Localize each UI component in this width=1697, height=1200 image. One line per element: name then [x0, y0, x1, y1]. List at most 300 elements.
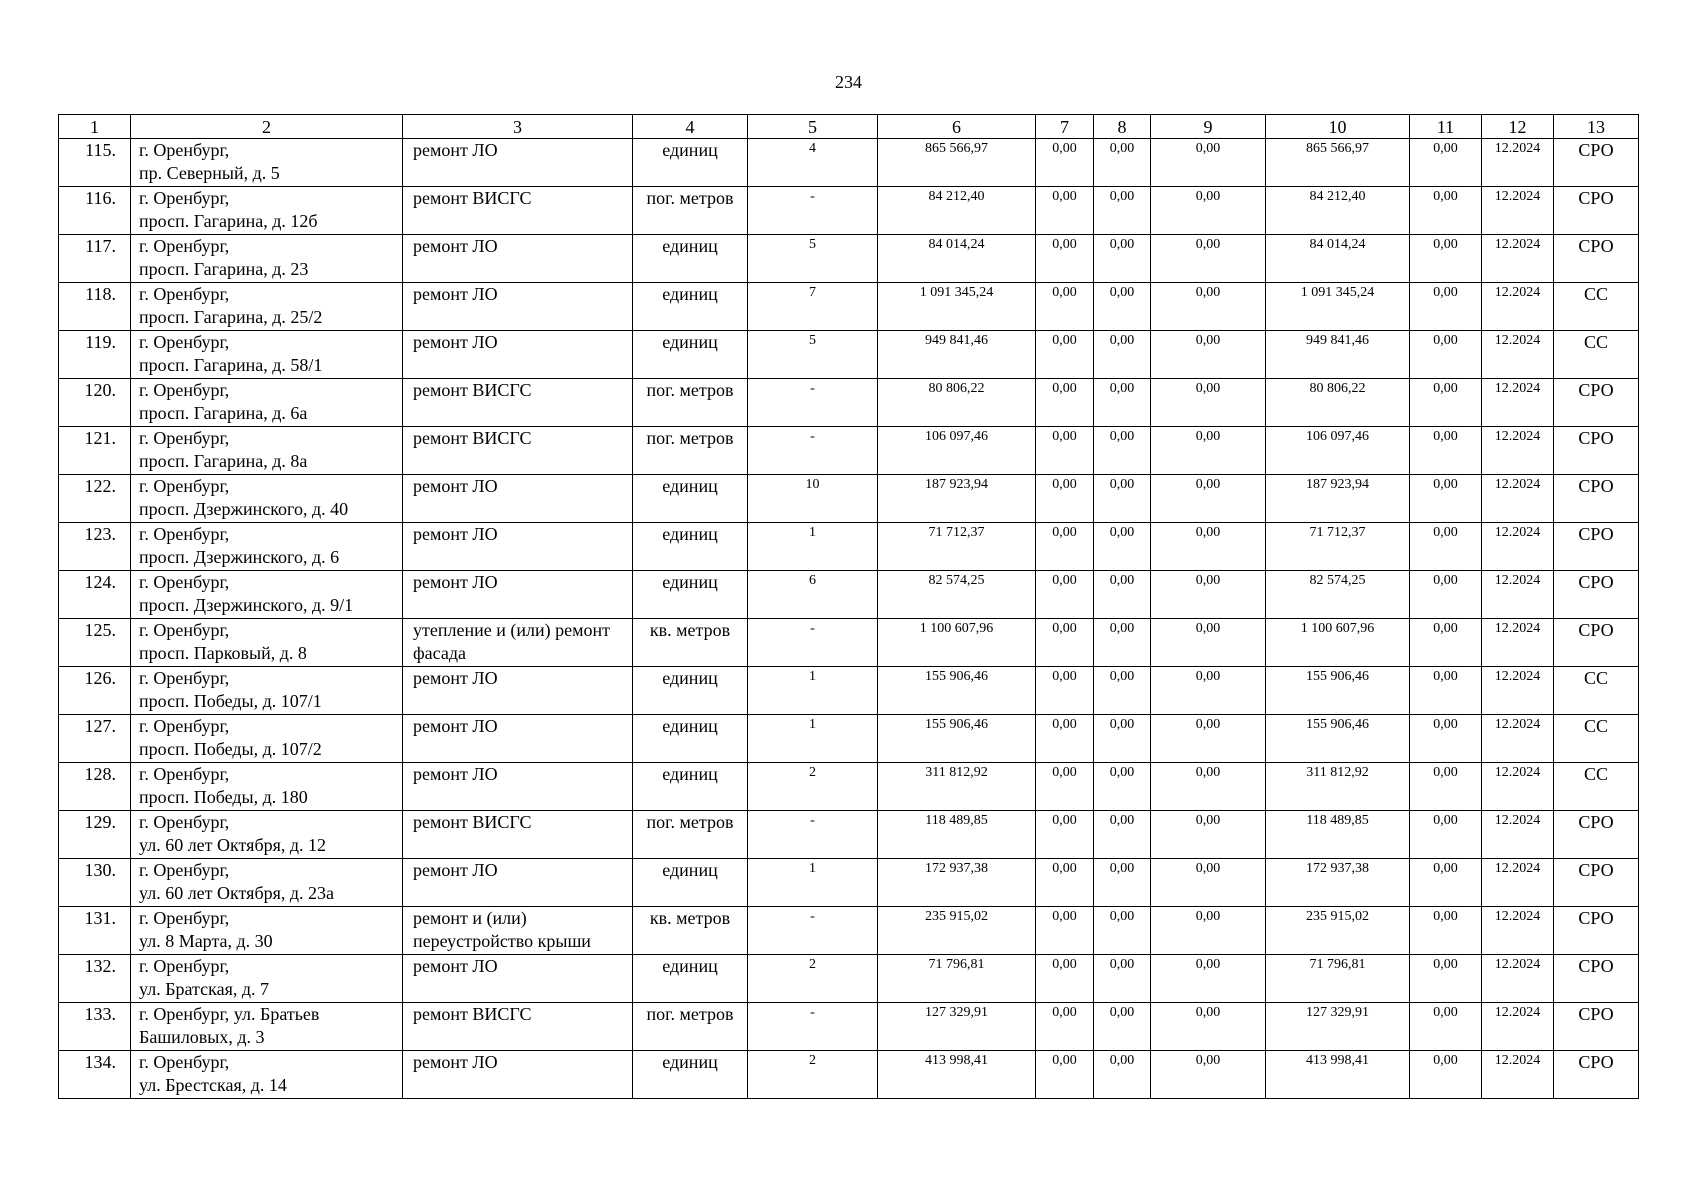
unit-cell: пог. метров	[633, 427, 748, 475]
address-line-2: ул. Братская, д. 7	[139, 979, 270, 999]
deadline-cell: 12.2024	[1482, 331, 1554, 379]
table-row	[59, 619, 1639, 667]
work-type-cell: ремонт ЛО	[403, 1051, 633, 1099]
deadline-cell: 12.2024	[1482, 427, 1554, 475]
funding-method-cell: СРО	[1554, 1003, 1639, 1051]
funding-method-cell: СРО	[1554, 379, 1639, 427]
table-row	[59, 235, 1639, 283]
cost-col7-cell: 0,00	[1036, 235, 1094, 283]
deadline-cell: 12.2024	[1482, 475, 1554, 523]
cost-col8-cell: 0,00	[1094, 955, 1151, 1003]
cost-col8-cell: 0,00	[1094, 907, 1151, 955]
address-line-2: просп. Победы, д. 180	[139, 787, 308, 807]
row-number: 115.	[59, 139, 131, 187]
cost-col10-cell: 71 796,81	[1266, 955, 1410, 1003]
column-header-10: 10	[1266, 115, 1410, 139]
row-number: 118.	[59, 283, 131, 331]
funding-method-cell: СС	[1554, 715, 1639, 763]
quantity-cell: 1	[748, 667, 878, 715]
cost-col7-cell: 0,00	[1036, 187, 1094, 235]
quantity-cell: -	[748, 619, 878, 667]
address-line-2: просп. Победы, д. 107/2	[139, 739, 322, 759]
unit-cell: кв. метров	[633, 619, 748, 667]
cost-col11-cell: 0,00	[1410, 139, 1482, 187]
funding-method-cell: СС	[1554, 763, 1639, 811]
work-type-cell: ремонт ВИСГС	[403, 1003, 633, 1051]
row-number: 123.	[59, 523, 131, 571]
cost-col7-cell: 0,00	[1036, 427, 1094, 475]
total-cost-cell: 865 566,97	[878, 139, 1036, 187]
cost-col8-cell: 0,00	[1094, 427, 1151, 475]
quantity-cell: -	[748, 379, 878, 427]
address-cell	[131, 715, 403, 763]
address-line-1: г. Оренбург,	[139, 668, 230, 688]
cost-col9-cell: 0,00	[1151, 571, 1266, 619]
column-header-6: 6	[878, 115, 1036, 139]
repair-schedule-table	[58, 114, 1639, 1099]
cost-col8-cell: 0,00	[1094, 667, 1151, 715]
deadline-cell: 12.2024	[1482, 955, 1554, 1003]
row-number: 132.	[59, 955, 131, 1003]
address-line-1: г. Оренбург,	[139, 620, 230, 640]
funding-method-cell: СС	[1554, 331, 1639, 379]
work-type-cell: ремонт ЛО	[403, 283, 633, 331]
work-type-cell: ремонт ВИСГС	[403, 427, 633, 475]
address-line-2: просп. Победы, д. 107/1	[139, 691, 322, 711]
address-cell	[131, 235, 403, 283]
funding-method-cell: СРО	[1554, 523, 1639, 571]
address-line-1: г. Оренбург,	[139, 860, 230, 880]
address-line-2: просп. Дзержинского, д. 40	[139, 499, 349, 519]
cost-col10-cell: 311 812,92	[1266, 763, 1410, 811]
funding-method-cell: СРО	[1554, 619, 1639, 667]
address-line-2: просп. Дзержинского, д. 6	[139, 547, 340, 567]
cost-col10-cell: 118 489,85	[1266, 811, 1410, 859]
work-type-cell: ремонт ЛО	[403, 955, 633, 1003]
table-row	[59, 667, 1639, 715]
row-number: 122.	[59, 475, 131, 523]
table-row	[59, 331, 1639, 379]
unit-cell: единиц	[633, 523, 748, 571]
cost-col9-cell: 0,00	[1151, 1051, 1266, 1099]
quantity-cell: -	[748, 187, 878, 235]
address-line-1: г. Оренбург,	[139, 956, 230, 976]
table-row	[59, 1051, 1639, 1099]
cost-col7-cell: 0,00	[1036, 571, 1094, 619]
address-line-2: просп. Гагарина, д. 12б	[139, 211, 318, 231]
funding-method-cell: СРО	[1554, 955, 1639, 1003]
cost-col7-cell: 0,00	[1036, 619, 1094, 667]
unit-cell: единиц	[633, 715, 748, 763]
cost-col8-cell: 0,00	[1094, 1003, 1151, 1051]
deadline-cell: 12.2024	[1482, 1051, 1554, 1099]
deadline-cell: 12.2024	[1482, 187, 1554, 235]
quantity-cell: 2	[748, 763, 878, 811]
cost-col11-cell: 0,00	[1410, 475, 1482, 523]
cost-col9-cell: 0,00	[1151, 763, 1266, 811]
unit-cell: единиц	[633, 763, 748, 811]
row-number: 134.	[59, 1051, 131, 1099]
deadline-cell: 12.2024	[1482, 379, 1554, 427]
quantity-cell: -	[748, 427, 878, 475]
column-header-7: 7	[1036, 115, 1094, 139]
total-cost-cell: 80 806,22	[878, 379, 1036, 427]
address-line-2: Башиловых, д. 3	[139, 1027, 265, 1047]
address-line-2: просп. Дзержинского, д. 9/1	[139, 595, 354, 615]
cost-col10-cell: 80 806,22	[1266, 379, 1410, 427]
funding-method-cell: СС	[1554, 283, 1639, 331]
address-cell	[131, 379, 403, 427]
deadline-cell: 12.2024	[1482, 283, 1554, 331]
unit-cell: пог. метров	[633, 379, 748, 427]
work-type-cell: ремонт ЛО	[403, 235, 633, 283]
address-cell	[131, 283, 403, 331]
table-row	[59, 523, 1639, 571]
address-line-1: г. Оренбург,	[139, 764, 230, 784]
quantity-cell: 1	[748, 859, 878, 907]
address-cell	[131, 763, 403, 811]
address-line-2: ул. 60 лет Октября, д. 12	[139, 835, 327, 855]
quantity-cell: -	[748, 811, 878, 859]
cost-col11-cell: 0,00	[1410, 283, 1482, 331]
cost-col7-cell: 0,00	[1036, 523, 1094, 571]
cost-col8-cell: 0,00	[1094, 763, 1151, 811]
address-line-1: г. Оренбург,	[139, 812, 230, 832]
table-row	[59, 907, 1639, 955]
cost-col10-cell: 235 915,02	[1266, 907, 1410, 955]
table-row	[59, 379, 1639, 427]
work-type-cell: ремонт ЛО	[403, 571, 633, 619]
cost-col9-cell: 0,00	[1151, 715, 1266, 763]
address-line-2: просп. Гагарина, д. 58/1	[139, 355, 323, 375]
column-header-8: 8	[1094, 115, 1151, 139]
deadline-cell: 12.2024	[1482, 667, 1554, 715]
quantity-cell: 6	[748, 571, 878, 619]
column-header-5: 5	[748, 115, 878, 139]
quantity-cell: -	[748, 907, 878, 955]
work-type-cell: ремонт ЛО	[403, 667, 633, 715]
address-cell	[131, 331, 403, 379]
cost-col8-cell: 0,00	[1094, 331, 1151, 379]
work-type-cell: ремонт ВИСГС	[403, 811, 633, 859]
cost-col8-cell: 0,00	[1094, 235, 1151, 283]
cost-col10-cell: 127 329,91	[1266, 1003, 1410, 1051]
quantity-cell: 10	[748, 475, 878, 523]
cost-col10-cell: 1 100 607,96	[1266, 619, 1410, 667]
cost-col8-cell: 0,00	[1094, 1051, 1151, 1099]
cost-col9-cell: 0,00	[1151, 811, 1266, 859]
cost-col10-cell: 84 014,24	[1266, 235, 1410, 283]
cost-col8-cell: 0,00	[1094, 139, 1151, 187]
cost-col10-cell: 71 712,37	[1266, 523, 1410, 571]
cost-col11-cell: 0,00	[1410, 619, 1482, 667]
quantity-cell: 5	[748, 331, 878, 379]
address-line-1: г. Оренбург,	[139, 188, 230, 208]
table-row	[59, 187, 1639, 235]
cost-col11-cell: 0,00	[1410, 667, 1482, 715]
row-number: 117.	[59, 235, 131, 283]
cost-col11-cell: 0,00	[1410, 379, 1482, 427]
deadline-cell: 12.2024	[1482, 619, 1554, 667]
total-cost-cell: 1 091 345,24	[878, 283, 1036, 331]
address-line-1: г. Оренбург,	[139, 908, 230, 928]
address-line-1: г. Оренбург,	[139, 572, 230, 592]
total-cost-cell: 84 014,24	[878, 235, 1036, 283]
cost-col11-cell: 0,00	[1410, 859, 1482, 907]
funding-method-cell: СРО	[1554, 235, 1639, 283]
cost-col10-cell: 106 097,46	[1266, 427, 1410, 475]
quantity-cell: -	[748, 1003, 878, 1051]
table-row	[59, 571, 1639, 619]
address-line-2: просп. Гагарина, д. 8а	[139, 451, 308, 471]
cost-col9-cell: 0,00	[1151, 331, 1266, 379]
cost-col11-cell: 0,00	[1410, 811, 1482, 859]
total-cost-cell: 1 100 607,96	[878, 619, 1036, 667]
funding-method-cell: СС	[1554, 667, 1639, 715]
cost-col8-cell: 0,00	[1094, 379, 1151, 427]
cost-col8-cell: 0,00	[1094, 523, 1151, 571]
total-cost-cell: 84 212,40	[878, 187, 1036, 235]
address-line-1: г. Оренбург, ул. Братьев	[139, 1004, 320, 1024]
column-number-row	[59, 115, 1639, 139]
cost-col9-cell: 0,00	[1151, 283, 1266, 331]
quantity-cell: 4	[748, 139, 878, 187]
work-type-cell: ремонт ЛО	[403, 859, 633, 907]
work-type-cell: ремонт ВИСГС	[403, 379, 633, 427]
cost-col11-cell: 0,00	[1410, 1051, 1482, 1099]
column-header-3: 3	[403, 115, 633, 139]
column-header-1: 1	[59, 115, 131, 139]
quantity-cell: 7	[748, 283, 878, 331]
cost-col10-cell: 187 923,94	[1266, 475, 1410, 523]
unit-cell: единиц	[633, 1051, 748, 1099]
column-header-2: 2	[131, 115, 403, 139]
address-cell	[131, 187, 403, 235]
funding-method-cell: СРО	[1554, 475, 1639, 523]
table-row	[59, 427, 1639, 475]
cost-col10-cell: 82 574,25	[1266, 571, 1410, 619]
cost-col8-cell: 0,00	[1094, 187, 1151, 235]
table-row	[59, 283, 1639, 331]
address-line-2: ул. 8 Марта, д. 30	[139, 931, 273, 951]
row-number: 121.	[59, 427, 131, 475]
column-header-4: 4	[633, 115, 748, 139]
total-cost-cell: 127 329,91	[878, 1003, 1036, 1051]
row-number: 124.	[59, 571, 131, 619]
address-line-2: просп. Гагарина, д. 6а	[139, 403, 308, 423]
cost-col11-cell: 0,00	[1410, 1003, 1482, 1051]
total-cost-cell: 106 097,46	[878, 427, 1036, 475]
cost-col9-cell: 0,00	[1151, 379, 1266, 427]
row-number: 120.	[59, 379, 131, 427]
address-line-1: г. Оренбург,	[139, 140, 230, 160]
cost-col7-cell: 0,00	[1036, 715, 1094, 763]
funding-method-cell: СРО	[1554, 811, 1639, 859]
address-line-1: г. Оренбург,	[139, 236, 230, 256]
work-type-cell: утепление и (или) ремонт фасада	[403, 619, 633, 667]
unit-cell: единиц	[633, 139, 748, 187]
cost-col7-cell: 0,00	[1036, 811, 1094, 859]
address-cell	[131, 619, 403, 667]
address-cell	[131, 1051, 403, 1099]
address-cell	[131, 811, 403, 859]
address-line-2: пр. Северный, д. 5	[139, 163, 280, 183]
funding-method-cell: СРО	[1554, 859, 1639, 907]
unit-cell: единиц	[633, 235, 748, 283]
cost-col8-cell: 0,00	[1094, 811, 1151, 859]
deadline-cell: 12.2024	[1482, 1003, 1554, 1051]
unit-cell: пог. метров	[633, 811, 748, 859]
cost-col8-cell: 0,00	[1094, 571, 1151, 619]
address-line-1: г. Оренбург,	[139, 284, 230, 304]
cost-col7-cell: 0,00	[1036, 475, 1094, 523]
cost-col9-cell: 0,00	[1151, 907, 1266, 955]
cost-col7-cell: 0,00	[1036, 379, 1094, 427]
cost-col9-cell: 0,00	[1151, 667, 1266, 715]
address-line-1: г. Оренбург,	[139, 380, 230, 400]
cost-col8-cell: 0,00	[1094, 859, 1151, 907]
cost-col10-cell: 172 937,38	[1266, 859, 1410, 907]
work-type-cell: ремонт ЛО	[403, 523, 633, 571]
address-cell	[131, 475, 403, 523]
total-cost-cell: 949 841,46	[878, 331, 1036, 379]
cost-col8-cell: 0,00	[1094, 619, 1151, 667]
table-row	[59, 763, 1639, 811]
column-header-9: 9	[1151, 115, 1266, 139]
funding-method-cell: СРО	[1554, 427, 1639, 475]
row-number: 130.	[59, 859, 131, 907]
cost-col7-cell: 0,00	[1036, 763, 1094, 811]
address-line-2: ул. Брестская, д. 14	[139, 1075, 287, 1095]
unit-cell: единиц	[633, 667, 748, 715]
address-line-2: просп. Парковый, д. 8	[139, 643, 307, 663]
unit-cell: единиц	[633, 859, 748, 907]
deadline-cell: 12.2024	[1482, 859, 1554, 907]
table-row	[59, 955, 1639, 1003]
cost-col7-cell: 0,00	[1036, 667, 1094, 715]
row-number: 119.	[59, 331, 131, 379]
address-cell	[131, 139, 403, 187]
work-type-cell: ремонт и (или) переустройство крыши	[403, 907, 633, 955]
cost-col7-cell: 0,00	[1036, 1051, 1094, 1099]
total-cost-cell: 235 915,02	[878, 907, 1036, 955]
cost-col8-cell: 0,00	[1094, 475, 1151, 523]
address-cell	[131, 955, 403, 1003]
row-number: 128.	[59, 763, 131, 811]
total-cost-cell: 311 812,92	[878, 763, 1036, 811]
unit-cell: единиц	[633, 283, 748, 331]
unit-cell: единиц	[633, 475, 748, 523]
cost-col11-cell: 0,00	[1410, 427, 1482, 475]
cost-col11-cell: 0,00	[1410, 955, 1482, 1003]
deadline-cell: 12.2024	[1482, 811, 1554, 859]
quantity-cell: 2	[748, 1051, 878, 1099]
cost-col7-cell: 0,00	[1036, 283, 1094, 331]
quantity-cell: 1	[748, 523, 878, 571]
address-cell	[131, 1003, 403, 1051]
cost-col9-cell: 0,00	[1151, 523, 1266, 571]
address-line-2: ул. 60 лет Октября, д. 23а	[139, 883, 335, 903]
funding-method-cell: СРО	[1554, 907, 1639, 955]
cost-col11-cell: 0,00	[1410, 523, 1482, 571]
address-cell	[131, 571, 403, 619]
address-line-1: г. Оренбург,	[139, 1052, 230, 1072]
cost-col7-cell: 0,00	[1036, 331, 1094, 379]
address-line-1: г. Оренбург,	[139, 428, 230, 448]
row-number: 133.	[59, 1003, 131, 1051]
deadline-cell: 12.2024	[1482, 235, 1554, 283]
unit-cell: пог. метров	[633, 187, 748, 235]
address-cell	[131, 427, 403, 475]
total-cost-cell: 155 906,46	[878, 667, 1036, 715]
row-number: 131.	[59, 907, 131, 955]
total-cost-cell: 172 937,38	[878, 859, 1036, 907]
address-line-1: г. Оренбург,	[139, 716, 230, 736]
total-cost-cell: 187 923,94	[878, 475, 1036, 523]
row-number: 116.	[59, 187, 131, 235]
cost-col9-cell: 0,00	[1151, 475, 1266, 523]
cost-col10-cell: 1 091 345,24	[1266, 283, 1410, 331]
funding-method-cell: СРО	[1554, 139, 1639, 187]
cost-col9-cell: 0,00	[1151, 1003, 1266, 1051]
deadline-cell: 12.2024	[1482, 523, 1554, 571]
unit-cell: единиц	[633, 571, 748, 619]
cost-col7-cell: 0,00	[1036, 955, 1094, 1003]
total-cost-cell: 82 574,25	[878, 571, 1036, 619]
cost-col9-cell: 0,00	[1151, 955, 1266, 1003]
work-type-cell: ремонт ЛО	[403, 475, 633, 523]
table-row	[59, 475, 1639, 523]
address-cell	[131, 859, 403, 907]
funding-method-cell: СРО	[1554, 1051, 1639, 1099]
table-row	[59, 139, 1639, 187]
deadline-cell: 12.2024	[1482, 763, 1554, 811]
address-cell	[131, 523, 403, 571]
quantity-cell: 5	[748, 235, 878, 283]
cost-col11-cell: 0,00	[1410, 187, 1482, 235]
cost-col10-cell: 155 906,46	[1266, 715, 1410, 763]
row-number: 129.	[59, 811, 131, 859]
unit-cell: единиц	[633, 331, 748, 379]
funding-method-cell: СРО	[1554, 187, 1639, 235]
cost-col11-cell: 0,00	[1410, 571, 1482, 619]
cost-col10-cell: 949 841,46	[1266, 331, 1410, 379]
total-cost-cell: 155 906,46	[878, 715, 1036, 763]
deadline-cell: 12.2024	[1482, 571, 1554, 619]
address-line-2: просп. Гагарина, д. 23	[139, 259, 309, 279]
row-number: 127.	[59, 715, 131, 763]
row-number: 126.	[59, 667, 131, 715]
total-cost-cell: 71 796,81	[878, 955, 1036, 1003]
column-header-12: 12	[1482, 115, 1554, 139]
quantity-cell: 1	[748, 715, 878, 763]
cost-col11-cell: 0,00	[1410, 715, 1482, 763]
funding-method-cell: СРО	[1554, 571, 1639, 619]
total-cost-cell: 71 712,37	[878, 523, 1036, 571]
address-line-2: просп. Гагарина, д. 25/2	[139, 307, 323, 327]
total-cost-cell: 118 489,85	[878, 811, 1036, 859]
table-row	[59, 811, 1639, 859]
cost-col7-cell: 0,00	[1036, 907, 1094, 955]
table-row	[59, 1003, 1639, 1051]
cost-col7-cell: 0,00	[1036, 1003, 1094, 1051]
cost-col9-cell: 0,00	[1151, 187, 1266, 235]
cost-col9-cell: 0,00	[1151, 619, 1266, 667]
table-body	[59, 139, 1639, 1099]
work-type-cell: ремонт ЛО	[403, 139, 633, 187]
work-type-cell: ремонт ВИСГС	[403, 187, 633, 235]
address-line-1: г. Оренбург,	[139, 476, 230, 496]
